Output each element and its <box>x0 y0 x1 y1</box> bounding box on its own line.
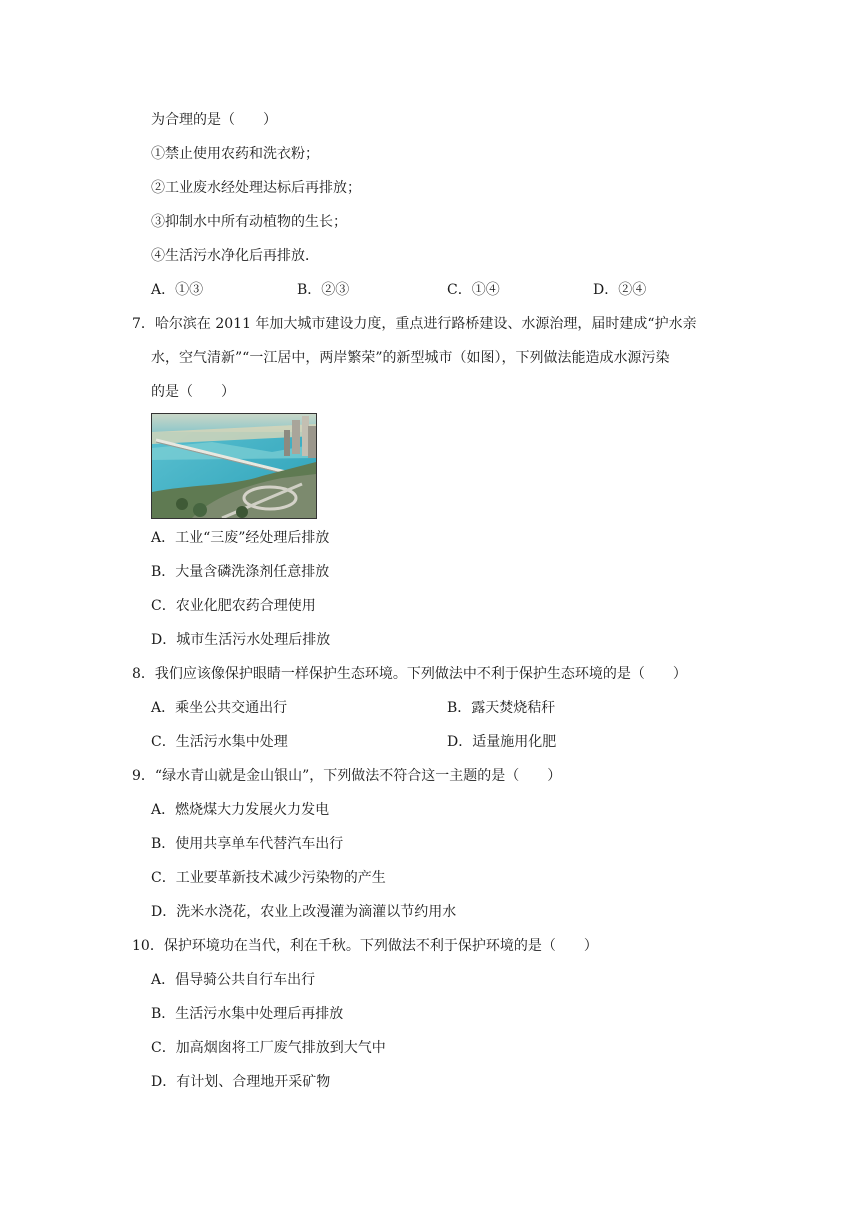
question-6-item-3: ③抑制水中所有动植物的生长； <box>151 214 347 230</box>
question-7-stem-line-3: 的是（ ） <box>151 384 235 400</box>
question-8-stem: 8．我们应该像保护眼睛一样保护生态环境。下列做法中不利于保护生态环境的是（ ） <box>132 666 687 682</box>
question-9-option-a: A．燃烧煤大力发展火力发电 <box>151 802 330 818</box>
question-8-option-c: C．生活污水集中处理 <box>151 734 288 750</box>
question-9-option-b: B．使用共享单车代替汽车出行 <box>151 836 344 852</box>
question-7-stem-line-2: 水，空气清新”“一江居中，两岸繁荣”的新型城市（如图），下列做法能造成水源污染 <box>151 350 670 366</box>
question-9-option-d: D．洗米水浇花，农业上改漫灌为滴灌以节约用水 <box>151 904 457 920</box>
question-8-option-d: D．适量施用化肥 <box>447 734 557 750</box>
question-6-option-a: A．①③ <box>151 282 204 298</box>
question-7-stem-line-1: 7．哈尔滨在 2011 年加大城市建设力度，重点进行路桥建设、水源治理，届时建成“护水亲 <box>132 316 697 332</box>
question-6-option-b: B．②③ <box>297 282 350 298</box>
question-6-item-4: ④生活污水净化后再排放． <box>151 248 319 264</box>
question-7-option-c: C．农业化肥农药合理使用 <box>151 598 316 614</box>
question-6-option-c: C．①④ <box>447 282 500 298</box>
question-6-stem-tail: 为合理的是（ ） <box>151 112 277 128</box>
question-10-option-a: A．倡导骑公共自行车出行 <box>151 972 316 988</box>
question-8-option-b: B．露天焚烧秸秆 <box>447 700 556 716</box>
question-10-option-b: B．生活污水集中处理后再排放 <box>151 1006 344 1022</box>
question-7-option-a: A．工业“三废”经处理后排放 <box>151 530 330 546</box>
question-6-option-d: D．②④ <box>593 282 647 298</box>
question-9-option-c: C．工业要革新技术减少污染物的产生 <box>151 870 386 886</box>
question-6-item-1: ①禁止使用农药和洗衣粉； <box>151 146 319 162</box>
question-10-option-c: C．加高烟囱将工厂废气排放到大气中 <box>151 1040 386 1056</box>
question-9-stem: 9．“绿水青山就是金山银山”，下列做法不符合这一主题的是（ ） <box>132 768 562 784</box>
harbin-bridge-photo <box>151 413 317 519</box>
question-8-option-a: A．乘坐公共交通出行 <box>151 700 288 716</box>
question-10-stem: 10．保护环境功在当代，利在千秋。下列做法不利于保护环境的是（ ） <box>132 938 598 954</box>
question-6-item-2: ②工业废水经处理达标后再排放； <box>151 180 361 196</box>
question-7-option-d: D．城市生活污水处理后排放 <box>151 632 331 648</box>
question-10-option-d: D．有计划、合理地开采矿物 <box>151 1074 331 1090</box>
question-7-option-b: B．大量含磷洗涤剂任意排放 <box>151 564 330 580</box>
